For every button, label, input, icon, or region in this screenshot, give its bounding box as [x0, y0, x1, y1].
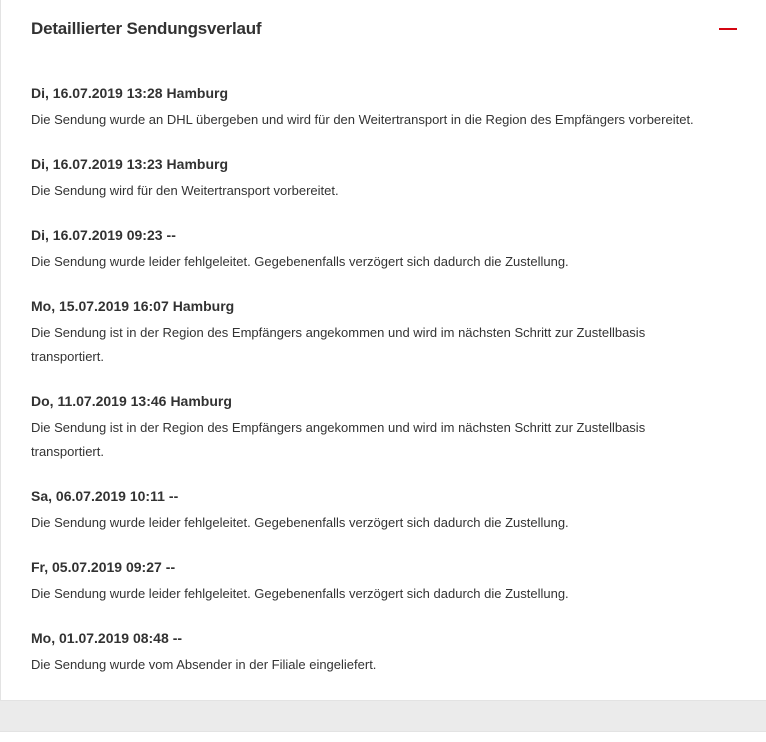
event-heading [31, 84, 741, 102]
collapse-button[interactable] [717, 18, 741, 40]
event-item [31, 487, 741, 535]
event-item [31, 558, 741, 606]
event-datetime: Di, 16.07.2019 09:23 [31, 227, 163, 243]
event-description: Die Sendung wurde leider fehlgeleitet. Gegebenenfalls verzögert sich dadurch die Zustellung. [31, 586, 569, 601]
event-heading [31, 155, 741, 173]
event-item [31, 392, 741, 464]
event-location: -- [168, 488, 179, 504]
event-item [31, 84, 741, 132]
event-location: Hamburg [166, 85, 228, 101]
event-datetime: Sa, 06.07.2019 10:11 [31, 488, 165, 504]
event-heading [31, 226, 741, 244]
event-item [31, 629, 741, 677]
minus-icon [719, 28, 737, 30]
event-datetime: Di, 16.07.2019 13:23 [31, 156, 163, 172]
panel-title: Detaillierter Sendungsverlauf [31, 19, 262, 38]
event-item [31, 155, 741, 203]
event-datetime: Di, 16.07.2019 13:28 [31, 85, 163, 101]
event-datetime: Do, 11.07.2019 13:46 [31, 393, 167, 409]
event-location: Hamburg [172, 298, 235, 314]
event-description: Die Sendung wurde leider fehlgeleitet. Gegebenenfalls verzögert sich dadurch die Zustellung. [31, 515, 569, 530]
event-list [31, 84, 741, 700]
event-heading [31, 392, 741, 410]
event-heading [31, 297, 741, 315]
event-location: -- [172, 630, 183, 646]
panel-header[interactable] [1, 0, 766, 60]
event-datetime: Fr, 05.07.2019 09:27 [31, 559, 162, 575]
event-datetime: Mo, 15.07.2019 16:07 [31, 298, 169, 314]
event-location: Hamburg [170, 393, 232, 409]
event-description: Die Sendung wurde leider fehlgeleitet. Gegebenenfalls verzögert sich dadurch die Zustellung. [31, 254, 569, 269]
event-description: Die Sendung wurde vom Absender in der Filiale eingeliefert. [31, 657, 377, 672]
event-heading [31, 629, 741, 647]
event-heading [31, 558, 741, 576]
event-item [31, 226, 741, 274]
event-location: -- [166, 227, 176, 243]
event-heading [31, 487, 741, 505]
event-item [31, 297, 741, 369]
event-description: Die Sendung wurde an DHL übergeben und wird für den Weitertransport in die Region des Empfängers vorbereitet. [31, 112, 694, 127]
event-description: Die Sendung ist in der Region des Empfängers angekommen und wird im nächsten Schritt zur Zustellbasis transportiert. [31, 325, 646, 364]
event-datetime: Mo, 01.07.2019 08:48 [31, 630, 169, 646]
event-location: -- [165, 559, 176, 575]
event-description: Die Sendung ist in der Region des Empfängers angekommen und wird im nächsten Schritt zur Zustellbasis transportiert. [31, 420, 646, 459]
event-description: Die Sendung wird für den Weitertransport vorbereitet. [31, 183, 339, 198]
event-location: Hamburg [166, 156, 228, 172]
